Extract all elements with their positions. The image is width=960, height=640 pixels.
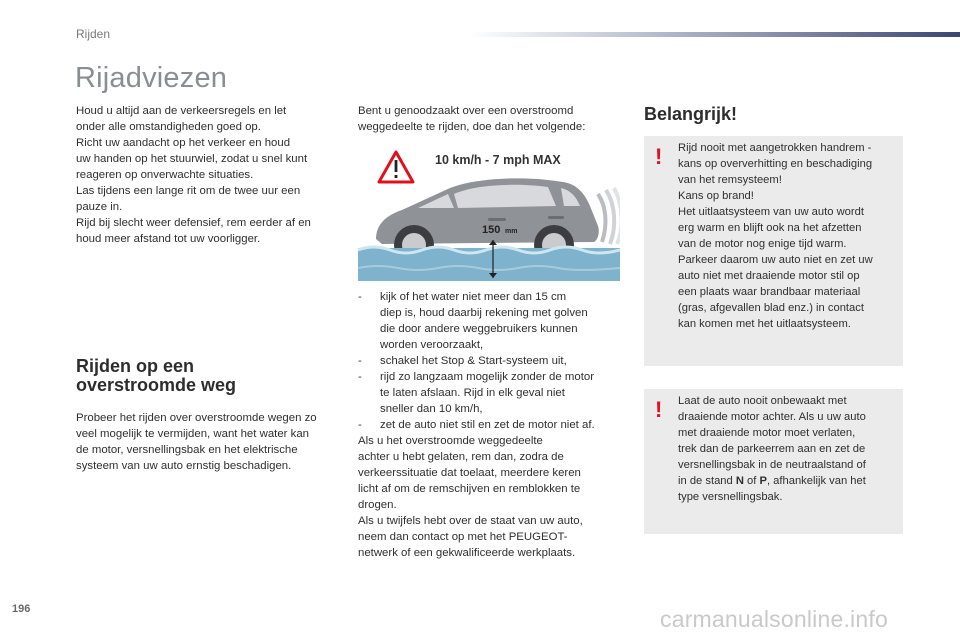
text-line: Rijd nooit met aangetrokken handrem - bbox=[678, 142, 872, 154]
text-line: versnellingsbak in de neutraalstand of bbox=[678, 459, 866, 471]
list-item-text bbox=[380, 289, 626, 353]
bullet-dash: - bbox=[358, 355, 362, 367]
page-title: Rijadviezen bbox=[75, 62, 228, 94]
text-span: , afhankelijk van het bbox=[766, 475, 866, 487]
warning-box-unattended bbox=[644, 389, 903, 534]
speed-limit-label: 10 km/h - 7 mph MAX bbox=[435, 153, 561, 167]
text-line: kijk of het water niet meer dan 15 cm bbox=[380, 291, 567, 303]
text-line: Probeer het rijden over overstroomde wegen zo bbox=[76, 412, 317, 424]
text-line: kans op oververhitting en beschadiging bbox=[678, 158, 873, 170]
text-line: Het uitlaatsysteem van uw auto wordt bbox=[678, 206, 864, 218]
car-in-water-svg bbox=[358, 144, 620, 281]
driving-advice-intro bbox=[76, 103, 338, 247]
text-line: achter u hebt gelaten, rem dan, zodra de bbox=[358, 451, 564, 463]
list-item bbox=[358, 289, 626, 353]
text-line: Kans op brand! bbox=[678, 190, 754, 202]
page-number: 196 bbox=[12, 603, 31, 615]
text-line: drogen. bbox=[358, 499, 397, 511]
text-line: pauze in. bbox=[76, 201, 123, 213]
text-line: erg warm en blijft ook na het afzetten bbox=[678, 222, 862, 234]
text-line: Las tijdens een lange rit om de twee uur een bbox=[76, 185, 301, 197]
text-line: van de motor nog enige tijd warm. bbox=[678, 238, 847, 250]
text-line: trek dan de parkeerrem aan en zet de bbox=[678, 443, 866, 455]
text-line: houd meer afstand tot uw voorligger. bbox=[76, 233, 261, 245]
text-line: Richt uw aandacht op het verkeer en houd bbox=[76, 137, 291, 149]
flooded-road-heading bbox=[76, 357, 236, 395]
text-line: Parkeer daarom uw auto niet en zet uw bbox=[678, 254, 873, 266]
flooded-road-steps bbox=[358, 289, 626, 561]
gear-p: P bbox=[759, 475, 767, 487]
section-label: Rijden bbox=[76, 27, 111, 41]
text-line: Als u twijfels hebt over de staat van uw auto, bbox=[358, 515, 583, 527]
text-line: rijd zo langzaam mogelijk zonder de motor bbox=[380, 371, 594, 383]
text-span: of bbox=[743, 475, 760, 487]
exclamation-icon: ! bbox=[655, 397, 663, 422]
text-line: (gras, afgevallen blad enz.) in contact bbox=[678, 302, 864, 314]
list-item-text bbox=[380, 353, 626, 369]
exclamation-icon: ! bbox=[655, 144, 663, 169]
list-item bbox=[358, 417, 626, 433]
text-line: de motor, versnellingsbak en het elektrische bbox=[76, 444, 298, 456]
list-item bbox=[358, 353, 626, 369]
bullet-dash: - bbox=[358, 291, 362, 303]
text-line: neem dan contact op met het PEUGEOT- bbox=[358, 531, 568, 543]
text-line bbox=[678, 473, 900, 489]
text-line: worden veroorzaakt, bbox=[380, 339, 484, 351]
important-heading: Belangrijk! bbox=[644, 104, 738, 124]
text-line: weggedeelte te rijden, doe dan het volgende: bbox=[358, 121, 586, 133]
text-line: uw handen op het stuurwiel, zodat u snel kunt bbox=[76, 153, 308, 165]
text-line: Houd u altijd aan de verkeersregels en let bbox=[76, 105, 287, 117]
text-line: veel mogelijk te vermijden, want het water kan bbox=[76, 428, 309, 440]
text-line: Laat de auto nooit onbewaakt met bbox=[678, 395, 847, 407]
text-line: netwerk of een gekwalificeerde werkplaats. bbox=[358, 547, 576, 559]
text-line: te laten afslaan. Rijd in elk geval niet bbox=[380, 387, 565, 399]
bullet-dash: - bbox=[358, 419, 362, 431]
text-line: auto niet met draaiende motor stil op bbox=[678, 270, 860, 282]
text-line: onder alle omstandigheden goed op. bbox=[76, 121, 261, 133]
warning-triangle-icon bbox=[379, 152, 413, 182]
text-line: kan komen met het uitlaatsysteem. bbox=[678, 318, 851, 330]
text-line: diep is, houd daarbij rekening met golven bbox=[380, 307, 588, 319]
gear-n: N bbox=[735, 475, 744, 487]
after-flood-advice bbox=[358, 433, 626, 561]
flooded-road-instructions-intro bbox=[358, 103, 620, 135]
text-line: Als u het overstroomde weggedeelte bbox=[358, 435, 543, 447]
text-line: draaiende motor achter. Als u uw auto bbox=[678, 411, 866, 423]
heading-line: overstroomde weg bbox=[76, 375, 237, 395]
text-line: zet de auto niet stil en zet de motor niet af. bbox=[380, 419, 595, 431]
text-line: Bent u genoodzaakt over een overstroomd bbox=[358, 105, 574, 117]
text-line: schakel het Stop & Start-systeem uit, bbox=[380, 355, 567, 367]
text-line: Rijd bij slecht weer defensief, rem eerder af en bbox=[76, 217, 311, 229]
text-line: reageren op onverwachte situaties. bbox=[76, 169, 254, 181]
list-item-text bbox=[380, 417, 626, 433]
text-line: die door andere weggebruikers kunnen bbox=[380, 323, 578, 335]
watermark: carmanualsonline.info bbox=[660, 606, 888, 632]
heading-line: Rijden op een bbox=[76, 356, 195, 376]
flooded-road-illustration bbox=[358, 144, 620, 281]
text-line: type versnellingsbak. bbox=[678, 491, 783, 503]
warning-text bbox=[678, 140, 900, 332]
warning-text bbox=[678, 393, 900, 505]
depth-unit: mm bbox=[505, 228, 518, 235]
warning-box-handbrake bbox=[644, 136, 903, 366]
text-line: verkeerssituatie dat toelaat, meerdere keren bbox=[358, 467, 581, 479]
text-line: systeem van uw auto ernstig beschadigen. bbox=[76, 460, 292, 472]
text-line: een plaats waar brandbaar materiaal bbox=[678, 286, 861, 298]
bullet-dash: - bbox=[358, 371, 362, 383]
text-line: licht af om de remschijven en remblokken te bbox=[358, 483, 581, 495]
text-line: van het remsysteem! bbox=[678, 174, 782, 186]
list-item-text bbox=[380, 369, 626, 417]
text-line: met draaiende motor moet verlaten, bbox=[678, 427, 856, 439]
header-bar bbox=[470, 32, 960, 37]
text-span: in de stand bbox=[678, 475, 736, 487]
list-item bbox=[358, 369, 626, 417]
text-line: sneller dan 10 km/h, bbox=[380, 403, 483, 415]
depth-value: 150 bbox=[482, 224, 501, 236]
flooded-road-intro bbox=[76, 410, 341, 474]
